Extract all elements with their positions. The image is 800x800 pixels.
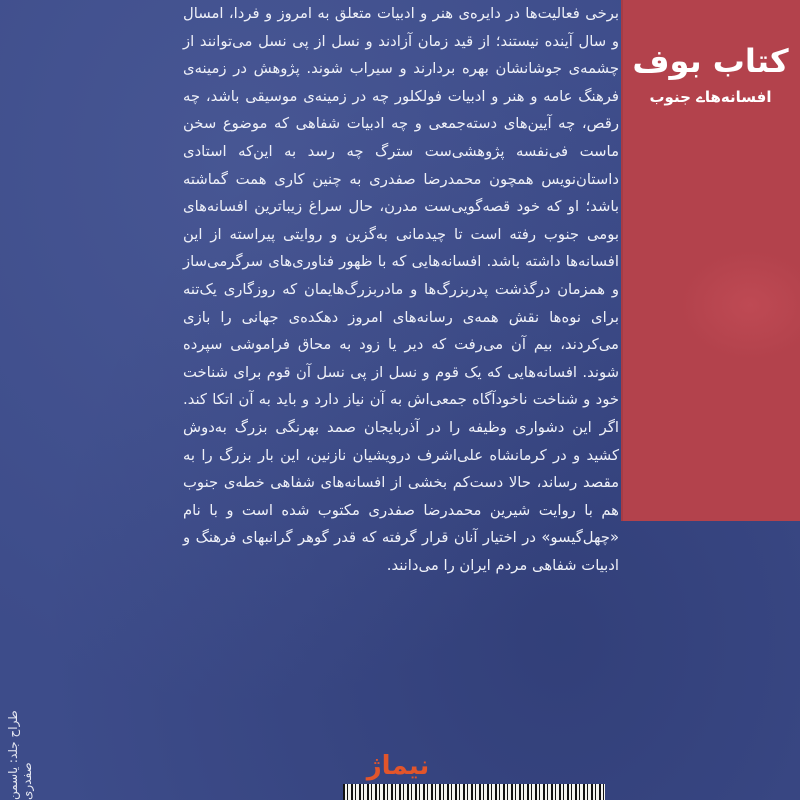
blurb-paragraph: برخی فعالیت‌ها در دایره‌ی هنر و ادبیات متعلق به امروز و فردا، امسال و سال آینده نیستند؛ از قید زمان آزادند و نسل از پی نسل می‌توانند از چشمه‌ی جوشانشان بهره بردارند و سیراب شوند. پژوهش در زمینه‌ی فرهنگ عامه و هنر و ادبیات فولکلور چه در زمینه‌ی موسیقی باشد، چه رقص، چه آیین‌های دسته‌جمعی و چه ادبیات شفاهی که موضوع سخن ماست فی‌نفسه پژوهشی‌ست سترگ چه رسد به این‌که استادی داستان‌نویس همچون محمدرضا صفدری به چنین کاری همت گماشته باشد؛ او که خود قصه‌گویی‌ست مدرن، حال سراغ زیباترین افسانه‌های بومی جنوب رفته است تا چیدمانی به‌گزین و روایتی پیراسته از این افسانه‌ها داشته باشد. افسانه‌هایی که با ظهور فناوری‌های سرگرمی‌ساز و همزمان درگذشت پدربزرگ‌ها و مادربزرگ‌هایمان که روزگاری یک‌تنه برای نوه‌ها نقش همه‌ی رسانه‌های امروز دهکده‌ی جهانی را بازی می‌کردند، بیم آن می‌رفت که دیر یا زود به محاق فراموشی سپرده شوند. افسانه‌هایی که یک قوم و نسل از پی نسل آن قوم برای شناخت خود و شناخت ناخودآگاه جمعی‌اش به آن نیاز دارد و باید به آن اتکا کند. اگر این دشواری وظیفه را در آذربایجان صمد بهرنگی بزرگ به‌دوش کشید و در کرمانشاه علی‌اشرف درویشیان نازنین، این بار بزرگ را به مقصد رساند، حالا دست‌کم بخشی از افسانه‌های شفاهی خطه‌ی جنوب هم با روایت شیرین محمدرضا صفدری مکتوب شده است و با نام «چهل‌گیسو» در اختیار آنان قرار گرفته که قدر گوهر گرانبهای فرهنگ و ادبیات شفاهی مردم ایران را می‌دانند.: [183, 5, 619, 574]
panel-decoration: [680, 250, 800, 360]
series-title: کتاب بوف: [632, 42, 789, 80]
publisher-logo: نیماژ: [366, 751, 430, 781]
series-subtitle: افسانه‌هاے جنوب: [649, 88, 772, 106]
barcode: [343, 784, 605, 800]
cover-designer-credit: طراح جلد: یاسمن صفدری: [6, 710, 34, 800]
series-panel: [621, 0, 800, 521]
blurb-text: [183, 0, 619, 579]
